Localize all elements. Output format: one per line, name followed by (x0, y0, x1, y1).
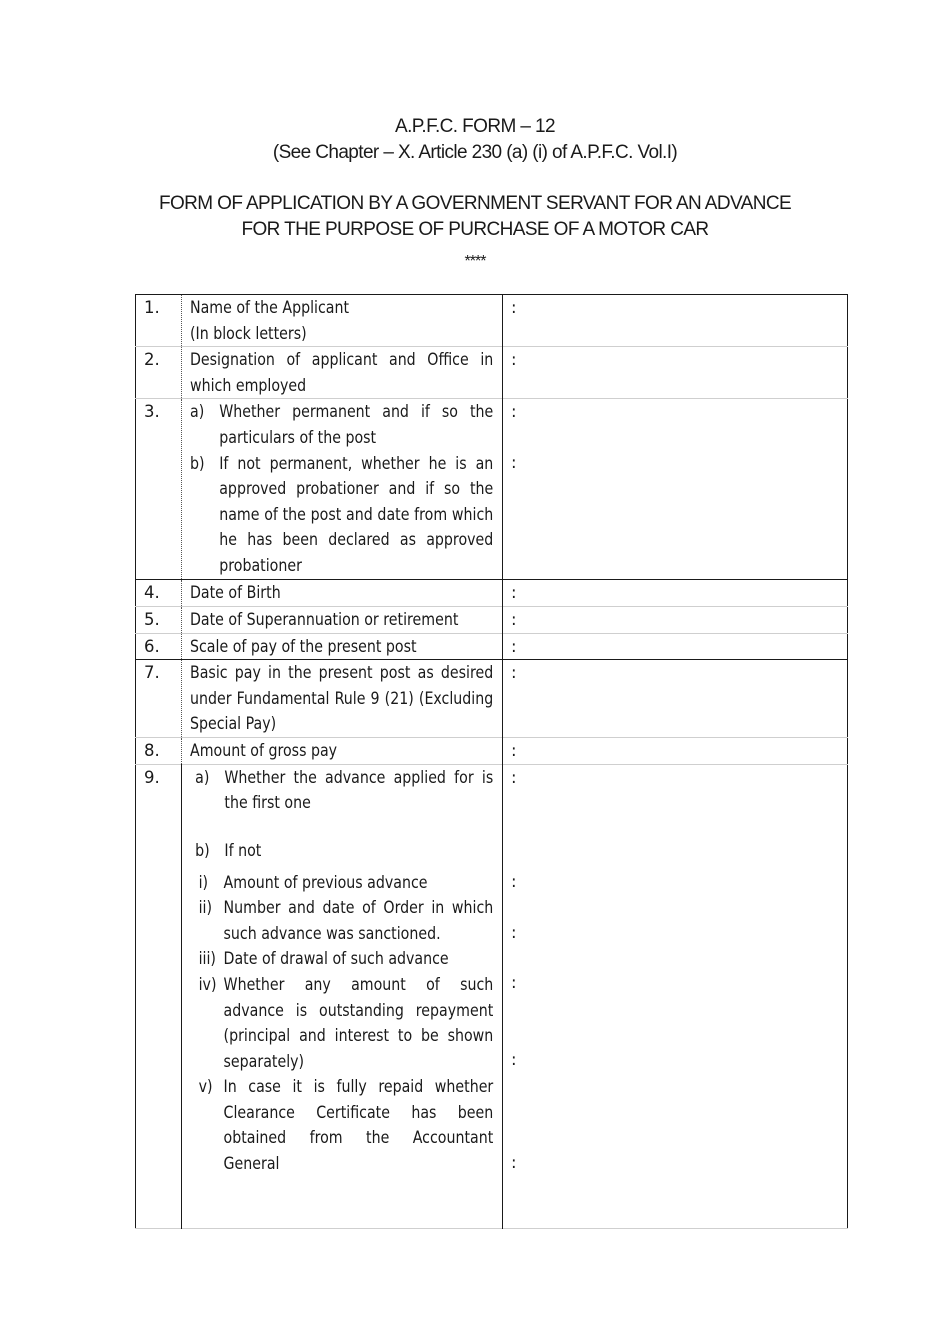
colon: : (511, 741, 517, 761)
field-label-applicant-name (182, 295, 503, 347)
item-text: Whether any amount of such advance is outstanding repayment (principal and interest to be shown separately) (223, 974, 494, 1071)
field-label-scale-of-pay (182, 633, 503, 660)
colon: : (511, 453, 517, 473)
item-text: Date of drawal of such advance (223, 949, 449, 969)
colon: : (511, 972, 517, 992)
application-form-table (135, 294, 848, 1229)
item-label: iii) (198, 949, 216, 969)
label-text: Scale of pay of the present post (190, 636, 417, 656)
label-line: (In block letters) (190, 323, 307, 343)
title-separator-stars: **** (464, 253, 486, 270)
field-label-gross-pay (182, 738, 503, 765)
table-row (136, 738, 848, 765)
row-number: 1. (144, 298, 160, 317)
colon: : (511, 609, 517, 629)
scale-of-pay-field[interactable] (503, 633, 848, 660)
label-text: Date of Superannuation or retirement (190, 609, 459, 629)
superannuation-field[interactable] (503, 606, 848, 633)
applicant-name-field[interactable] (503, 295, 848, 347)
field-label-basic-pay (182, 660, 503, 738)
field-label-permanence (182, 399, 503, 580)
item-text: In case it is fully repaid whether Clearance Certificate has been obtained from the Accountant General (223, 1077, 494, 1174)
gross-pay-field[interactable] (503, 738, 848, 765)
form-title-line-2: FOR THE PURPOSE OF PURCHASE OF A MOTOR CAR (241, 219, 709, 240)
row-number: 8. (144, 741, 160, 761)
item-label: a) (190, 402, 205, 422)
table-row (136, 580, 848, 607)
row-number: 5. (144, 609, 160, 629)
row-number: 2. (144, 350, 160, 370)
table-row (136, 606, 848, 633)
basic-pay-field[interactable] (503, 660, 848, 738)
table-row (136, 633, 848, 660)
item-text: Number and date of Order in which such advance was sanctioned. (223, 898, 494, 943)
label-text: Amount of gross pay (190, 741, 338, 761)
colon: : (511, 871, 517, 891)
item-text: If not (224, 840, 262, 860)
colon: : (511, 1049, 517, 1069)
table-row (136, 399, 848, 580)
field-label-previous-advance (182, 764, 503, 1228)
field-label-superannuation (182, 606, 503, 633)
row-number: 6. (144, 636, 160, 656)
item-text: Whether the advance applied for is the first one (224, 767, 494, 813)
row-number: 4. (144, 583, 160, 603)
label-text: Basic pay in the present post as desired under Fundamental Rule 9 (21) (Excluding Special Pay) (190, 663, 494, 734)
item-label: ii) (198, 898, 213, 918)
colon: : (511, 583, 517, 603)
date-of-birth-field[interactable] (503, 580, 848, 607)
colon: : (511, 402, 517, 422)
colon: : (511, 636, 517, 656)
field-label-designation (182, 347, 503, 399)
colon: : (511, 1152, 517, 1172)
colon: : (511, 663, 517, 683)
form-number: A.P.F.C. FORM – 12 (395, 116, 555, 137)
item-label: v) (198, 1077, 213, 1097)
table-row (136, 764, 848, 1228)
designation-field[interactable] (503, 347, 848, 399)
item-label: i) (198, 872, 209, 892)
item-text: Whether permanent and if so the particulars of the post (219, 402, 494, 447)
label-text: Date of Birth (190, 583, 281, 603)
table-row (136, 295, 848, 347)
label-line: Name of the Applicant (190, 298, 350, 317)
table-row (136, 347, 848, 399)
item-label: b) (190, 453, 205, 473)
item-label: iv) (198, 974, 217, 994)
form-title-line-1: FORM OF APPLICATION BY A GOVERNMENT SERVANT FOR AN ADVANCE (158, 193, 792, 214)
row-number: 3. (144, 402, 160, 422)
colon: : (511, 350, 517, 370)
item-text: If not permanent, whether he is an approved probationer and if so the name of the post and date from which he has been declared as approved probationer (219, 453, 494, 575)
colon: : (511, 298, 517, 317)
form-reference: (See Chapter – X. Article 230 (a) (i) of A.P.F.C. Vol.I) (272, 142, 678, 163)
previous-advance-field[interactable] (503, 764, 848, 1228)
field-label-date-of-birth (182, 580, 503, 607)
item-label: b) (195, 840, 210, 860)
item-text: Amount of previous advance (223, 872, 428, 892)
label-text: Designation of applicant and Office in which employed (190, 350, 494, 395)
permanence-field[interactable] (503, 399, 848, 580)
row-number: 9. (144, 767, 160, 787)
row-number: 7. (144, 663, 160, 683)
colon: : (511, 922, 517, 942)
item-label: a) (195, 767, 210, 787)
colon: : (511, 767, 517, 787)
table-row (136, 660, 848, 738)
